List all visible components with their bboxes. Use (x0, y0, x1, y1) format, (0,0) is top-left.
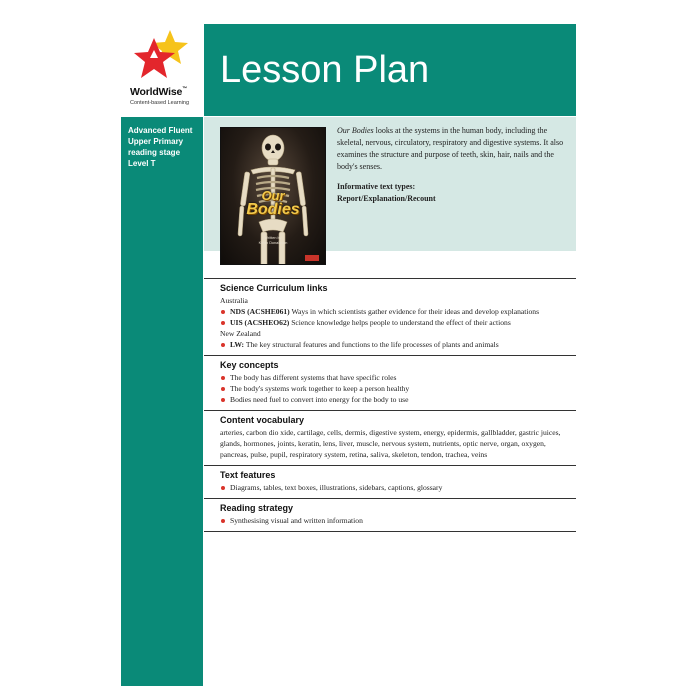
section-key-concepts (204, 355, 576, 410)
bullet-icon (221, 398, 225, 402)
section-title: Content vocabulary (220, 415, 305, 425)
cover-title-line2: Bodies (246, 201, 300, 218)
list-item: LW: The key structural features and functions to the life processes of plants and animals (220, 339, 576, 350)
bullet-icon (221, 343, 225, 347)
bullet-icon (221, 310, 225, 314)
logo-tagline: Content-based Learning (130, 100, 190, 106)
cover-title-line1: Our (261, 188, 285, 203)
section-curriculum-links (204, 278, 576, 355)
section-text-features (204, 465, 576, 498)
bullet-icon (221, 387, 225, 391)
level-line: Advanced Fluent (128, 126, 193, 135)
star-logo-icon (134, 28, 190, 84)
list-item: UIS (ACSHEO62) Science knowledge helps people to understand the effect of their actions (220, 317, 576, 328)
level-line: Level T (128, 159, 156, 168)
reading-level-info (128, 125, 200, 169)
bullet-icon (221, 376, 225, 380)
section-title: Text features (220, 470, 276, 480)
bullet-icon (221, 519, 225, 523)
section-title: Key concepts (220, 360, 279, 370)
bullet-icon (221, 321, 225, 325)
list-item: Diagrams, tables, text boxes, illustrations, sidebars, captions, glossary (220, 482, 576, 493)
list-item: NDS (ACSHE061) Ways in which scientists gather evidence for their ideas and develop explanations (220, 306, 576, 317)
intro-text (337, 125, 567, 205)
country-label: New Zealand (220, 329, 261, 338)
list-item: Synthesising visual and written information (220, 515, 576, 526)
text-types: Informative text types: Report/Explanation/Recount (337, 182, 436, 203)
level-line: reading stage (128, 148, 181, 157)
level-line: Upper Primary (128, 137, 184, 146)
intro-panel (204, 117, 576, 251)
country-label: Australia (220, 296, 248, 305)
section-content-vocabulary (204, 410, 576, 465)
list-item: The body's systems work together to keep a person healthy (220, 383, 576, 394)
lesson-content (204, 278, 576, 532)
section-title: Reading strategy (220, 503, 294, 513)
worldwise-logo (120, 24, 204, 116)
book-cover (220, 127, 326, 265)
list-item: The body has different systems that have specific roles (220, 372, 576, 383)
page-title: Lesson Plan (220, 49, 430, 91)
vocabulary-text: arteries, carbon dio xide, cartilage, cells, dermis, digestive system, energy, epidermis, gallbladder, gastric juices, glands, hormones, joints, keratin, lens, liver, muscle, nervous system, nutrients, optic nerve, organ, oxygen, pancreas, pulse, pupil, respiratory system, retina, saliva, skeleton, tendon, trachea, veins (220, 428, 561, 459)
book-description: Our Bodies looks at the systems in the human body, including the skeletal, nervous, circulatory, respiratory and digestive systems. It also examines the structure and purpose of teeth, skin, hair, nails and the body's senses. (337, 126, 564, 171)
cover-author: Written by Kevin Donaldson (258, 236, 288, 245)
section-title: Science Curriculum links (220, 283, 328, 293)
section-reading-strategy (204, 498, 576, 532)
publisher-badge-icon (305, 255, 319, 261)
header-bar (204, 24, 576, 116)
bullet-icon (221, 486, 225, 490)
logo-name: WorldWise™ (130, 86, 187, 98)
sidebar (121, 117, 203, 686)
list-item: Bodies need fuel to convert into energy for the body to use (220, 394, 576, 405)
